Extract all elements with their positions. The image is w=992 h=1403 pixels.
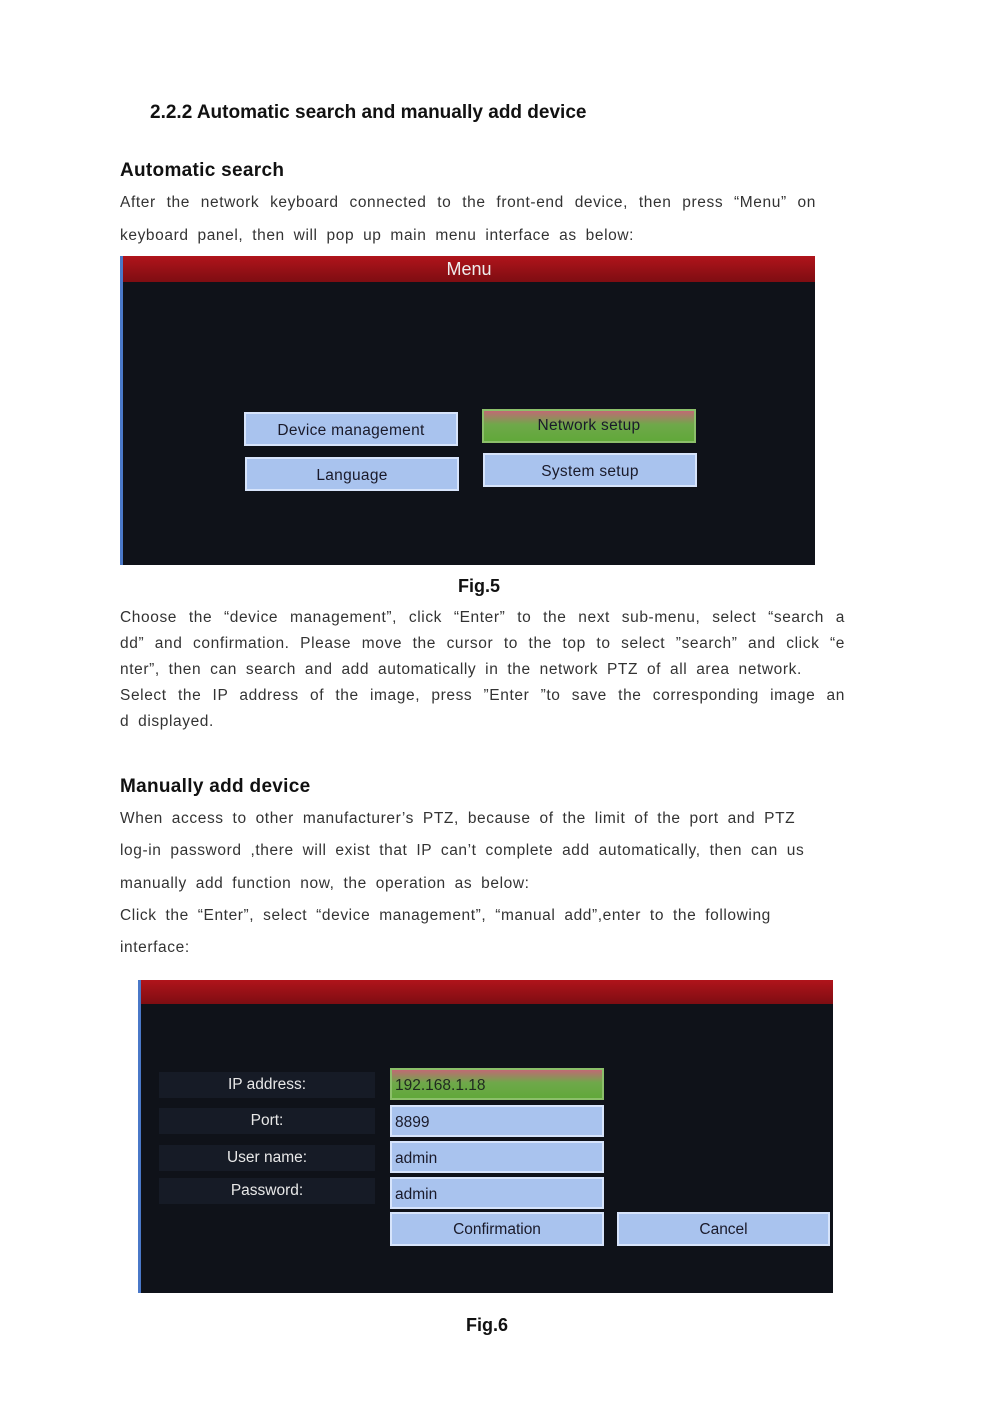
manual-add-screenshot (138, 980, 833, 1293)
fig6-caption: Fig.6 (466, 1315, 509, 1335)
manual-line-3: manually add function now, the operation as below: (120, 875, 530, 892)
intro-line-2: keyboard panel, then will pop up main menu interface as below: (120, 227, 635, 244)
fig5-caption: Fig.5 (458, 576, 501, 596)
intro-line-1 (120, 194, 816, 212)
choose-line-4 (120, 687, 845, 705)
system-setup-button[interactable]: System setup (483, 453, 697, 487)
user-name-input[interactable]: admin (390, 1141, 604, 1173)
automatic-search-title: Automatic search (120, 160, 285, 181)
cancel-button[interactable]: Cancel (617, 1212, 830, 1246)
ip-address-input[interactable]: 192.168.1.18 (390, 1068, 604, 1100)
menu-title-bar: Menu (123, 256, 815, 282)
manual-line-2: log-in password ,there will exist that IP can’t complete add automatically, then can us (120, 842, 805, 859)
network-setup-button[interactable]: Network setup (482, 409, 696, 443)
section-heading: 2.2.2 Automatic search and manually add device (150, 102, 587, 123)
choose-line-2-text: dd” and confirmation. Please move the cursor to the top to select ”search” and click “e (120, 635, 845, 652)
choose-line-1-text: Choose the “device management”, click “Enter” to the next sub-menu, select “search a (120, 609, 845, 626)
manual-add-title: Manually add device (120, 776, 311, 797)
choose-line-3: nter”, then can search and add automatically in the network PTZ of all area network. (120, 661, 802, 678)
port-input[interactable]: 8899 (390, 1105, 604, 1137)
password-label: Password: (159, 1178, 375, 1204)
intro-line-1-text: After the network keyboard connected to the front-end device, then press “Menu” on (120, 194, 816, 211)
form-title-bar (141, 980, 833, 1004)
choose-line-1 (120, 609, 845, 627)
manual-line-5: interface: (120, 939, 190, 956)
choose-line-5: d displayed. (120, 713, 214, 730)
password-input[interactable]: admin (390, 1177, 604, 1209)
manual-line-4: Click the “Enter”, select “device management”, “manual add”,enter to the following (120, 907, 771, 924)
ip-address-label: IP address: (159, 1072, 375, 1098)
main-menu-screenshot (120, 256, 815, 565)
user-name-label: User name: (159, 1145, 375, 1171)
choose-line-2 (120, 635, 845, 653)
language-button[interactable]: Language (245, 457, 459, 491)
port-label: Port: (159, 1108, 375, 1134)
choose-line-4-text: Select the IP address of the image, press ”Enter ”to save the corresponding image an (120, 687, 845, 704)
manual-line-1: When access to other manufacturer’s PTZ, because of the limit of the port and PTZ (120, 810, 796, 827)
device-management-button[interactable]: Device management (244, 412, 458, 446)
confirmation-button[interactable]: Confirmation (390, 1212, 604, 1246)
